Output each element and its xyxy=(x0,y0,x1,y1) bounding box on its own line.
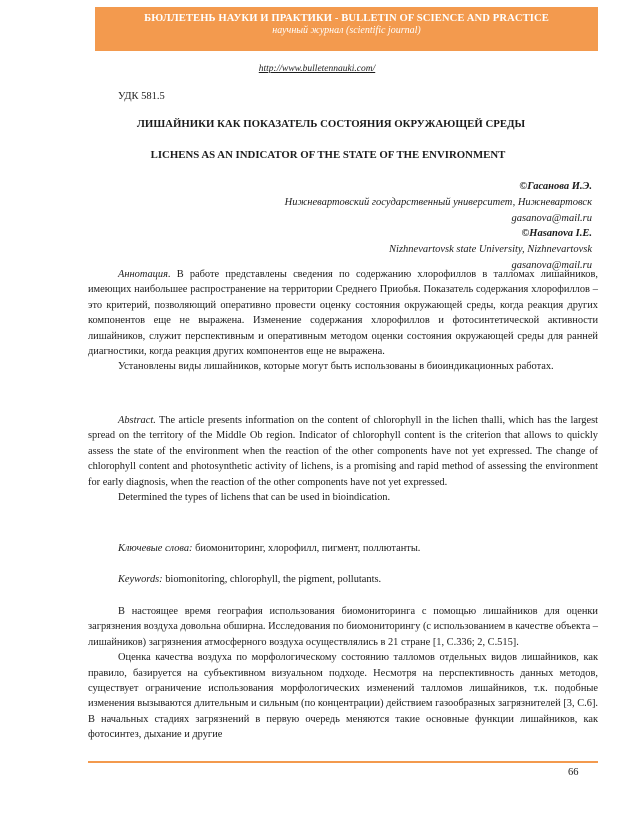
journal-title: БЮЛЛЕТЕНЬ НАУКИ И ПРАКТИКИ - BULLETIN OF SCIENCE AND PRACTICE xyxy=(144,13,549,24)
abstract-section xyxy=(88,413,598,505)
body-paragraph-1: В настоящее время география использования биомониторинга с помощью лишайников для оценки загрязнения воздуха довольна обширна. Исследования по биомониторингу (с использованием в качестве объекта – лишайников) загрязнения атмосферного воздуха осуществлялись в 21 стране [1, С.336; 2, С.515]. xyxy=(88,606,598,648)
keywords-en-section xyxy=(88,572,598,587)
author-email-ru[interactable]: gasanova@mail.ru xyxy=(511,212,592,224)
article-title-en: LICHENS AS AN INDICATOR OF THE STATE OF THE ENVIRONMENT xyxy=(150,149,506,161)
article-title-ru: ЛИШАЙНИКИ КАК ПОКАЗАТЕЛЬ СОСТОЯНИЯ ОКРУЖАЮЩЕЙ СРЕДЫ xyxy=(136,118,526,130)
udk-code: УДК 581.5 xyxy=(118,91,165,102)
footer-divider xyxy=(88,761,598,763)
annotation-paragraph xyxy=(88,267,598,359)
keywords-en-paragraph xyxy=(88,572,598,587)
author-email-en[interactable]: gasanova@mail.ru xyxy=(511,259,592,271)
author-affiliation-en: Nizhnevartovsk state University, Nizhnevartovsk xyxy=(389,244,592,256)
keywords-en-label: Keywords: xyxy=(118,574,163,585)
keywords-en-text: biomonitoring, chlorophyll, the pigment, pollutants. xyxy=(162,574,382,585)
body-text xyxy=(88,604,598,743)
keywords-ru-section xyxy=(88,541,598,556)
journal-subtitle: научный журнал (scientific journal) xyxy=(272,25,421,36)
journal-url-link[interactable]: http://www.bulletennauki.com/ xyxy=(258,64,376,74)
journal-header-banner xyxy=(95,7,598,51)
keywords-ru-label: Ключевые слова: xyxy=(118,543,193,554)
abstract-text: The article presents information on the content of chlorophyll in the lichen thalli, which has the largest spread on the territory of the Middle Ob region. Indicator of chlorophyll content is the criterion that allows to quickly assess the state of the environment when the reaction of the other components have not yet expressed. The change of chlorophyll content and photosynthetic activity of lichens, is a promising and rapid method of assessing the environment for early diagnosis, when the reaction of the other components have not yet expressed. xyxy=(88,415,598,488)
annotation-section xyxy=(88,267,598,375)
annotation-paragraph-2: Установлены виды лишайников, которые могут быть использованы в биоиндикационных работах. xyxy=(118,361,554,373)
abstract-paragraph xyxy=(88,413,598,490)
author-name-ru: ©Гасанова И.Э. xyxy=(519,181,592,192)
annotation-text: . В работе представлены сведения по содержанию хлорофиллов в талломах лишайников, имеющих наибольшее распространение на территории Среднего Приобья. Показатель содержания хлорофиллов – это критерий, позволяющий оперативно провести оценку состояния окружающей среды, когда реакция других компонентов еще не выражена. Изменение содержания хлорофиллов и фотосинтетической активности лишайников, служит перспективным и оперативным методом оценки состояния окружающей среды для ранней диагностики, когда реакция других компонентов еще не выражена. xyxy=(88,269,598,358)
keywords-ru-text: биомониторинг, хлорофилл, пигмент, поллютанты. xyxy=(192,543,421,554)
author-block xyxy=(285,179,592,274)
abstract-label: Abstract. xyxy=(118,415,156,426)
abstract-paragraph-2: Determined the types of lichens that can be used in bioindication. xyxy=(118,492,391,504)
author-name-en: ©Hasanova I.E. xyxy=(521,228,592,240)
page-number: 66 xyxy=(568,767,579,778)
keywords-ru-paragraph xyxy=(88,541,598,556)
annotation-label: Аннотация xyxy=(118,269,168,280)
body-paragraph-2: Оценка качества воздуха по морфологическому состоянию талломов отдельных видов лишайников, как правило, базируется на субъективном визуальном подходе. Несмотря на перспективность данных методов, существует ограничение использования морфологических изменений талломов лишайников, т.к. подобные изменения вызываются длительным и сильным (по концентрации) действием газообразных загрязнителей [3, С.6]. В начальных стадиях загрязнений в первую очередь меняются такие основные функции лишайников, как фотосинтез, дыхание и другие xyxy=(88,652,598,741)
author-affiliation-ru: Нижневартовский государственный университет, Нижневартовск xyxy=(284,196,592,208)
